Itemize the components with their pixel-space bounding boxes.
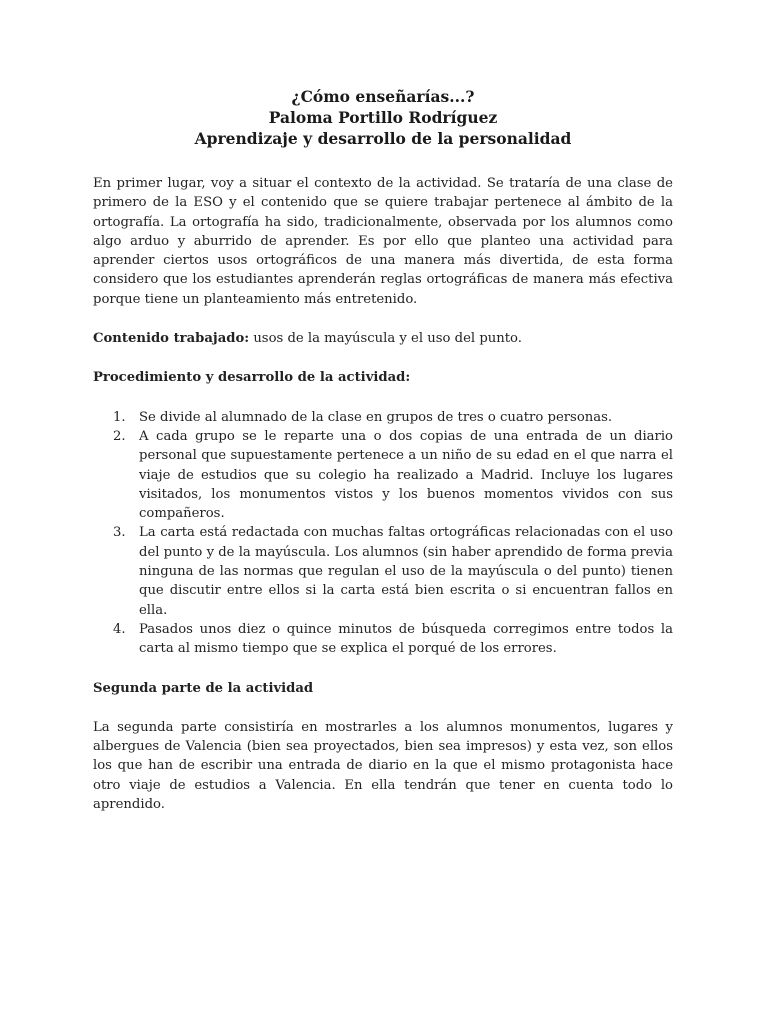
step-text: Pasados unos diez o quince minutos de búsqueda corregimos entre todos la carta al mismo tiempo que se explica el porqué de los errores. (139, 621, 673, 657)
author-name: Paloma Portillo Rodríguez (268, 108, 498, 127)
step-number: 3. (113, 525, 126, 541)
document-title (93, 86, 673, 149)
step-text: La carta está redactada con muchas faltas ortográficas relacionadas con el uso del punto y de la mayúscula. Los alumnos (sin haber aprendido de forma previa ninguna de las normas que regulan el uso de la mayúscula o del punto) tienen que discutir entre ellos si la carta está bien escrita o si encuentran fallos en ella. (139, 525, 673, 618)
document-page (93, 86, 673, 814)
step-text: A cada grupo se le reparte una o dos copias de una entrada de un diario personal que supuestamente pertenece a un niño de su edad en el que narra el viaje de estudios que su colegio ha realizado a Madrid. Incluye los lugares visitados, los monumentos vistos y los buenos momentos vividos con sus compañeros. (139, 428, 673, 522)
procedure-heading: Procedimiento y desarrollo de la actividad: (93, 370, 411, 386)
second-part-heading: Segunda parte de la actividad (93, 680, 314, 696)
content-label: Contenido trabajado: (93, 331, 250, 347)
second-part-paragraph: La segunda parte consistiría en mostrarles a los alumnos monumentos, lugares y albergues de Valencia (bien sea proyectados, bien sea impresos) y esta vez, son ellos los que han de escribir una entrada de diario en la que el mismo protagonista hace otro viaje de estudios a Valencia. En ella tendrán que tener en cuenta todo lo aprendido. (93, 719, 673, 813)
step-text: Se divide al alumnado de la clase en grupos de tres o cuatro personas. (139, 409, 613, 425)
steps-list (93, 408, 673, 659)
list-item (113, 620, 673, 659)
list-item (113, 427, 673, 523)
list-item (113, 408, 673, 427)
list-item (113, 523, 673, 619)
title-question: ¿Cómo enseñarías...? (291, 87, 475, 106)
intro-paragraph: En primer lugar, voy a situar el contexto de la actividad. Se trataría de una clase de primero de la ESO y el contenido que se quiere trabajar pertenece al ámbito de la ortografía. La ortografía ha sido, tradicionalmente, observada por los alumnos como algo arduo y aburrido de aprender. Es por ello que planteo una actividad para aprender ciertos usos ortográficos de una manera más divertida, de esta forma considero que los estudiantes aprenderán reglas ortográficas de manera más efectiva porque tiene un planteamiento más entretenido. (93, 176, 673, 307)
step-number: 1. (113, 409, 126, 425)
step-number: 4. (113, 621, 126, 637)
course-subtitle: Aprendizaje y desarrollo de la personalidad (194, 129, 572, 148)
content-text: usos de la mayúscula y el uso del punto. (249, 331, 522, 347)
step-number: 2. (113, 428, 126, 444)
content-paragraph (93, 329, 673, 348)
